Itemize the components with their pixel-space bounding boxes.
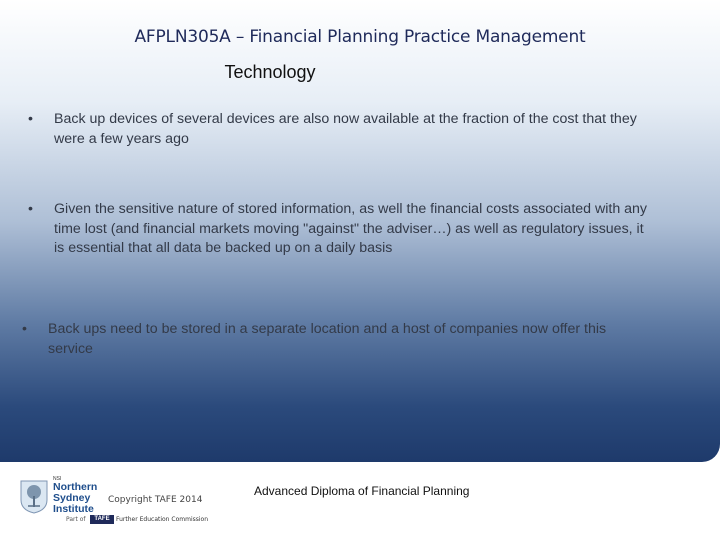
logo-wordmark xyxy=(53,476,97,515)
part-of-label: Part of xyxy=(66,516,86,523)
copyright-text: Copyright TAFE 2014 xyxy=(108,495,203,505)
bullet-marker: • xyxy=(28,201,33,217)
tafe-badge: TAFE xyxy=(90,515,114,524)
tree-crest-icon xyxy=(20,480,48,514)
course-name: Advanced Diploma of Financial Planning xyxy=(254,484,470,498)
slide-title: AFPLN305A – Financial Planning Practice Management xyxy=(134,27,586,47)
slide-subtitle: Technology xyxy=(224,62,316,82)
logo-prefix: NSI xyxy=(53,476,62,482)
logo-line: Institute xyxy=(53,503,94,515)
logo-line: Sydney xyxy=(53,492,91,504)
bullet-marker: • xyxy=(22,321,27,337)
bullet-marker: • xyxy=(28,111,33,127)
bullet-text: Given the sensitive nature of stored information, as well the financial costs associated with any time lost (and financial markets moving "against" the adviser…) as well as regulatory issues, it is essential that all data be backed up on a daily basis xyxy=(54,201,648,256)
commission-label: Further Education Commission xyxy=(116,516,209,523)
bullet-text: Back up devices of several devices are also now available at the fraction of the cost that they were a few years ago xyxy=(54,111,637,147)
logo-line: Northern xyxy=(53,481,98,493)
bullet-text: Back ups need to be stored in a separate location and a host of companies now offer this service xyxy=(48,321,607,357)
